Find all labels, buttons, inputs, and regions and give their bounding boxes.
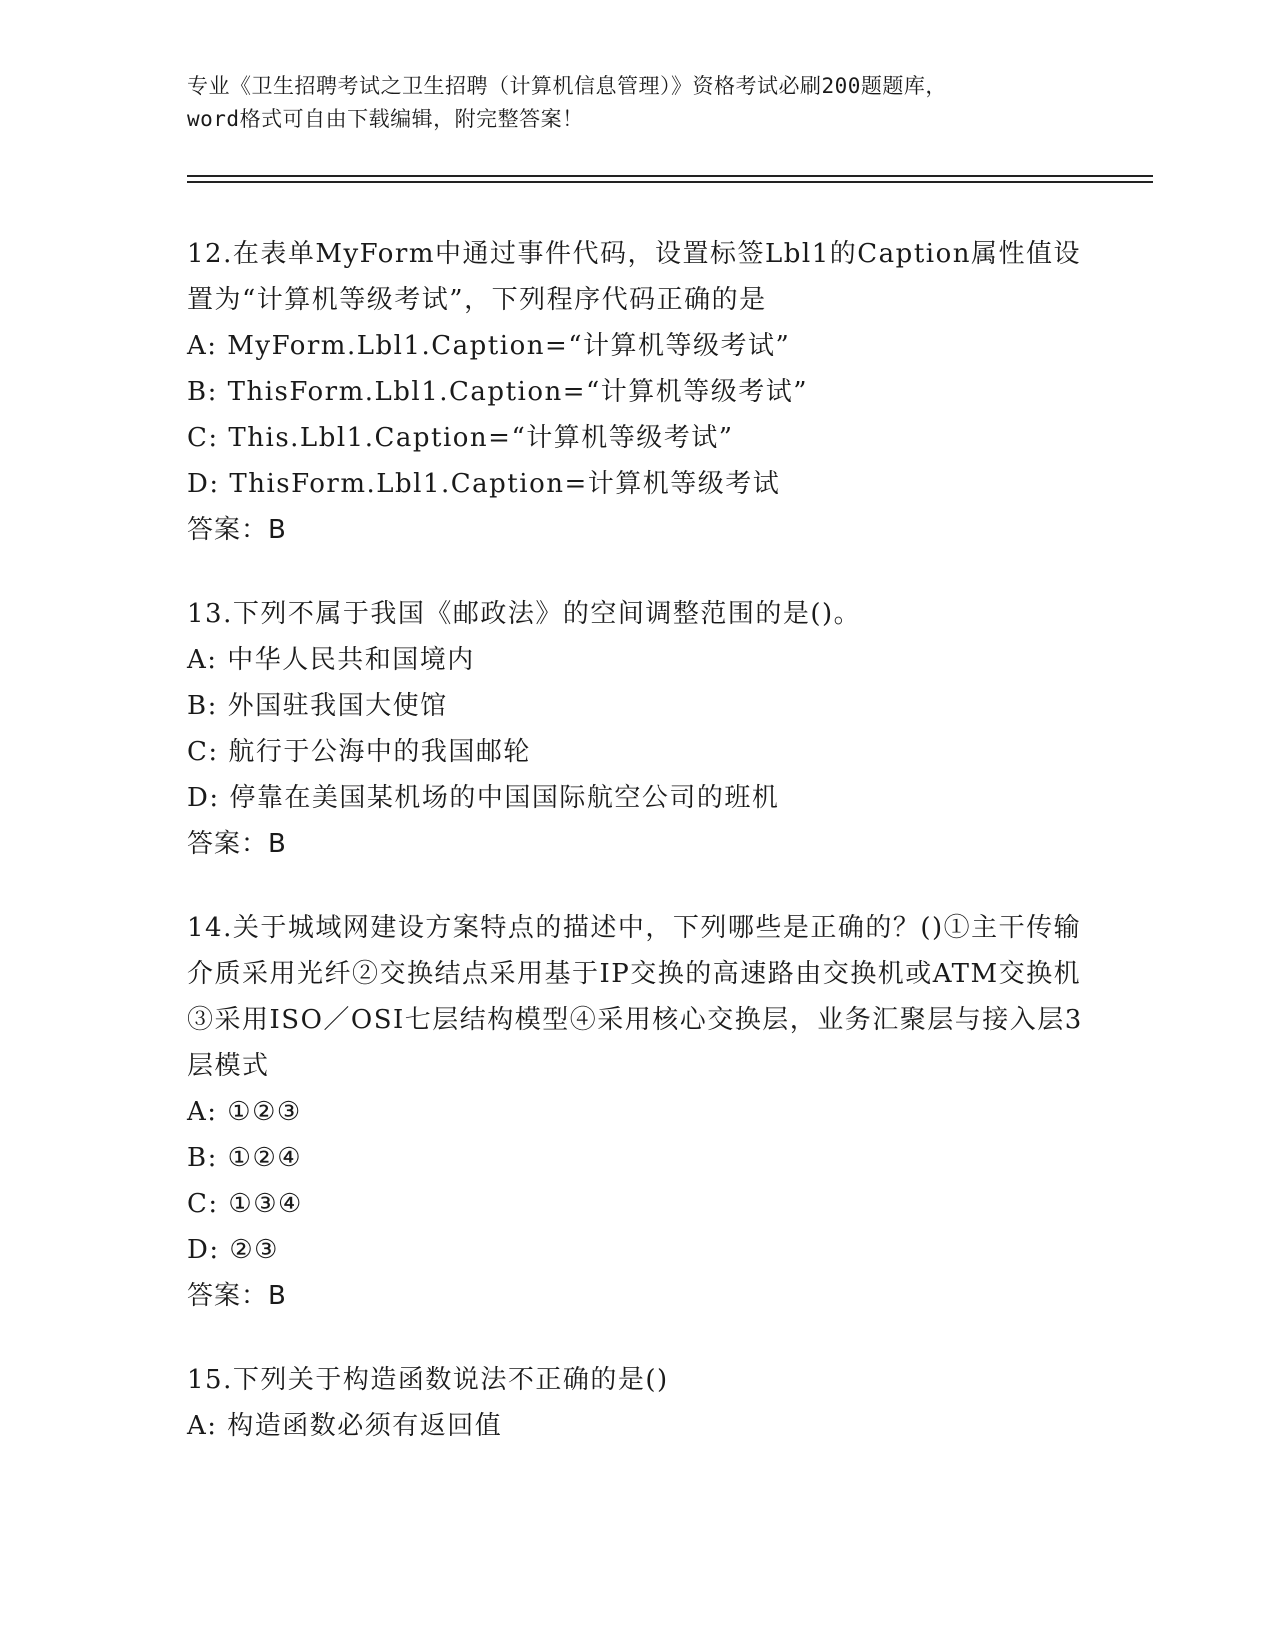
option-a: A: ①②③ xyxy=(187,1097,302,1127)
question-14 xyxy=(187,905,1087,1319)
question-15 xyxy=(187,1357,1087,1449)
header-line-2: word格式可自由下载编辑，附完整答案！ xyxy=(187,107,584,131)
header-divider-bottom xyxy=(187,181,1153,183)
option-b: B: ①②④ xyxy=(187,1143,303,1173)
option-c: C: 航行于公海中的我国邮轮 xyxy=(187,737,531,767)
question-12 xyxy=(187,231,1087,553)
option-c: C: ①③④ xyxy=(187,1189,303,1219)
question-text: 14.关于城域网建设方案特点的描述中，下列哪些是正确的？()①主干传输介质采用光纤②交换结点采用基于IP交换的高速路由交换机或ATM交换机③采用ISO／OSI七层结构模型④采用核心交换层，业务汇聚层与接入层3层模式 xyxy=(187,913,1083,1081)
question-list xyxy=(187,231,1087,1487)
option-a: A: 中华人民共和国境内 xyxy=(187,645,475,675)
option-d: D: ②③ xyxy=(187,1235,279,1265)
option-b: B: 外国驻我国大使馆 xyxy=(187,691,448,721)
answer-line: 答案：B xyxy=(187,829,287,859)
document-header xyxy=(187,70,1087,136)
option-a: A: MyForm.Lbl1.Caption=“计算机等级考试” xyxy=(187,331,791,361)
question-text: 13.下列不属于我国《邮政法》的空间调整范围的是()。 xyxy=(187,599,862,629)
header-divider-top xyxy=(187,175,1153,177)
question-text: 12.在表单MyForm中通过事件代码，设置标签Lbl1的Caption属性值设置为“计算机等级考试”，下列程序代码正确的是 xyxy=(187,239,1081,315)
option-c: C: This.Lbl1.Caption=“计算机等级考试” xyxy=(187,423,734,453)
option-a: A: 构造函数必须有返回值 xyxy=(187,1411,503,1441)
option-b: B: ThisForm.Lbl1.Caption=“计算机等级考试” xyxy=(187,377,809,407)
answer-line: 答案：B xyxy=(187,515,287,545)
question-text: 15.下列关于构造函数说法不正确的是() xyxy=(187,1365,669,1395)
option-d: D: 停靠在美国某机场的中国国际航空公司的班机 xyxy=(187,783,780,813)
option-d: D: ThisForm.Lbl1.Caption=计算机等级考试 xyxy=(187,469,781,499)
answer-line: 答案：B xyxy=(187,1281,287,1311)
question-13 xyxy=(187,591,1087,867)
header-line-1: 专业《卫生招聘考试之卫生招聘（计算机信息管理）》资格考试必刷200题题库， xyxy=(187,74,947,98)
